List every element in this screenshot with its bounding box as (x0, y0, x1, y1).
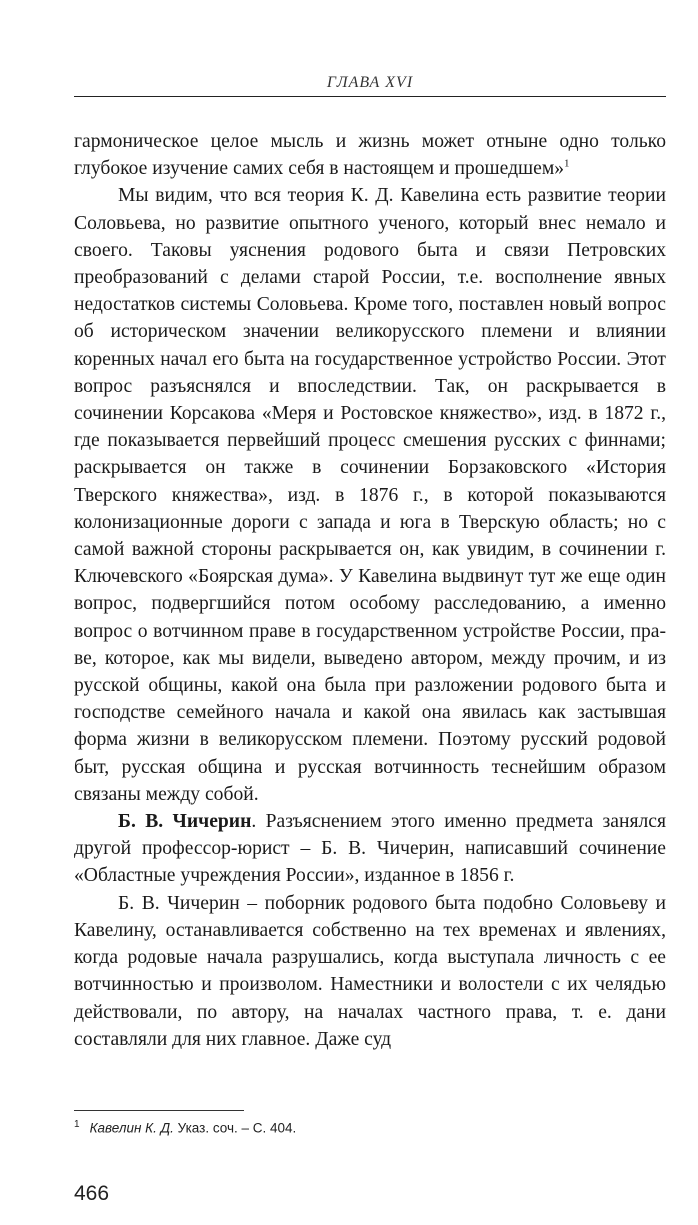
footnote-reference[interactable]: 1 (564, 157, 570, 170)
paragraph-3-text: . Разъяснением этого именно предмета занялся другой профессор-юрист – Б. В. Чичерин, написавший сочинение «Областные учреждения России», изданное в 1856 г. (74, 811, 666, 887)
section-name-chicherin: Б. В. Чичерин (118, 811, 252, 833)
running-header: ГЛАВА XVI (326, 74, 414, 91)
footnote-citation: Указ. соч. – С. 404. (173, 1120, 297, 1136)
paragraph-4: Б. В. Чичерин – поборник родового быта подобно Соловьеву и Кавелину, останавливается собственно на тех временах и явлениях, когда родовые начала разрушались, когда выступала личность с ее вотчинностью и произволом. Наместники и волостели с их челядью действовали, по автору, на началах частного права, т. е. дани составляли для них главное. Даже суд (74, 892, 666, 1050)
paragraph-1-text: гармоническое целое мысль и жизнь может отныне одно только глубокое изучение самих себя в настоящем и прошедшем» (74, 131, 666, 180)
footnote (74, 1119, 666, 1136)
footnote-rule (74, 1110, 244, 1111)
header-rule (74, 96, 666, 97)
paragraph-1 (74, 128, 666, 182)
footnote-author: Кавелин К. Д. (89, 1120, 174, 1136)
footnote-mark: 1 (74, 1119, 80, 1130)
paragraph-3 (74, 808, 666, 890)
body-text (74, 128, 666, 1053)
page-number: 466 (74, 1182, 110, 1205)
paragraph-2: Мы видим, что вся теория К. Д. Кавелина есть развитие теории Соловьева, но развитие опытного ученого, который внес немало и своего. Таковы уяснения родового быта и связи Петровских преобразований с делами старой России, т.е. восполнение явных недостатков системы Соловьева. Кроме того, поставлен новый вопрос об историческом значении великорусского племени и влиянии коренных начал его быта на государственное устройство России. Этот вопрос разъяснялся и впоследствии. Так, он раскрывается в сочинении Корсакова «Меря и Ростовское княжество», изд. в 1872 г., где показывается первейший процесс смешения русских с финнами; раскрывается он также в сочинении Борзаковского «История Тверского княжества», изд. в 1876 г., в которой показываются колонизационные дороги с запада и юга в Тверскую область; но с самой важной стороны раскрывается он, как увидим, в сочинении г. Ключевского «Боярская дума». У Кавелина выдвинут тут же еще один вопрос, подвергшийся потом особому расследованию, а именно вопрос о вотчинном праве в государственном устройстве России, праве, которое, как мы видели, выведено автором, между прочим, и из русской общины, какой она была при разложении родового быта и господстве семейного начала и какой она явилась как застывшая форма жизни в великорусском племени. Поэтому русский родовой быт, русская община и русская вотчинность теснейшим образом связаны между собой. (74, 185, 666, 805)
